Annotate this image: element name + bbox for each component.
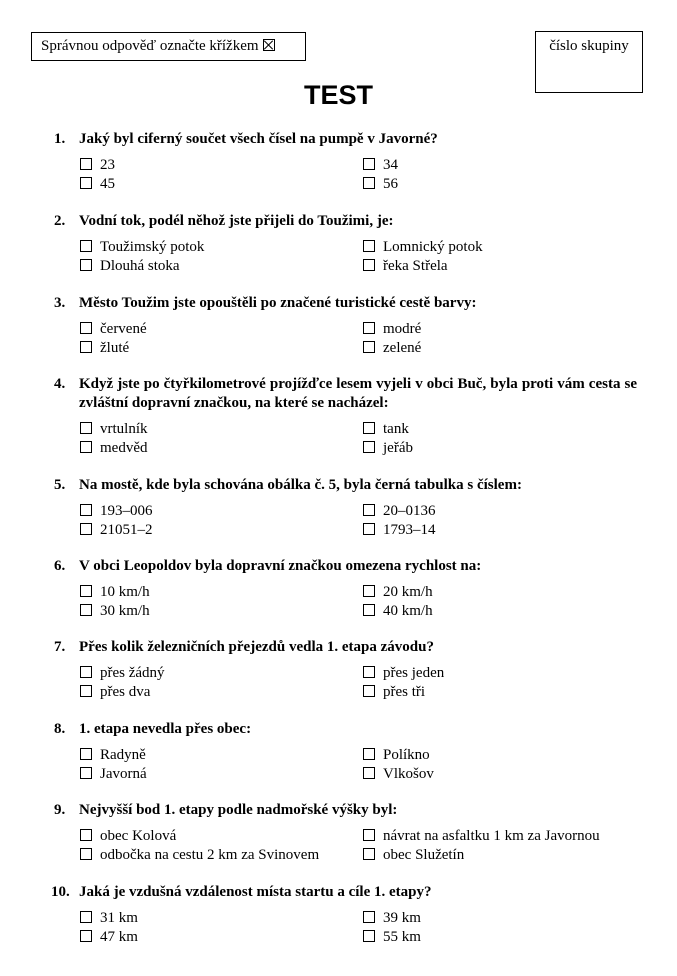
question-text: Přes kolik železničních přejezdů vedla 1. etapa závodu? (79, 639, 434, 655)
answer-label: 21051–2 (100, 522, 153, 538)
checkbox-icon[interactable] (80, 523, 92, 535)
answer-label: Radyně (100, 747, 146, 763)
answer-label: tank (383, 421, 409, 437)
checkbox-icon[interactable] (363, 240, 375, 252)
answer-option[interactable] (363, 257, 448, 276)
checkbox-icon[interactable] (80, 585, 92, 597)
answer-label: červené (100, 321, 147, 337)
answer-label: přes žádný (100, 665, 165, 681)
question-number: 2. (54, 213, 66, 229)
checkbox-icon[interactable] (363, 341, 375, 353)
checkbox-icon[interactable] (363, 911, 375, 923)
checkbox-icon[interactable] (363, 748, 375, 760)
answer-label: 47 km (100, 929, 138, 945)
answer-option[interactable] (80, 238, 204, 257)
answer-label: vrtulník (100, 421, 148, 437)
answer-option[interactable] (363, 827, 600, 846)
answer-option[interactable] (80, 257, 180, 276)
question-number: 9. (54, 802, 66, 818)
checkbox-icon[interactable] (80, 504, 92, 516)
answer-option[interactable] (80, 846, 319, 865)
answer-option[interactable] (363, 521, 436, 540)
answer-label: medvěd (100, 440, 148, 456)
checked-box-icon (263, 39, 275, 51)
answer-option[interactable] (363, 664, 444, 683)
answer-label: přes jeden (383, 665, 445, 681)
answer-option[interactable] (80, 928, 138, 947)
checkbox-icon[interactable] (80, 604, 92, 616)
answer-label: 39 km (383, 910, 421, 926)
answer-label: modré (383, 321, 422, 337)
checkbox-icon[interactable] (363, 259, 375, 271)
answer-option[interactable] (363, 156, 398, 175)
question-text: Město Toužim jste opouštěli po značené turistické cestě barvy: (79, 295, 477, 311)
checkbox-icon[interactable] (363, 930, 375, 942)
answer-label: 56 (383, 176, 398, 192)
answer-label: návrat na asfaltku 1 km za Javornou (383, 828, 600, 844)
answer-label: jeřáb (383, 440, 413, 456)
answer-label: Lomnický potok (383, 239, 483, 255)
checkbox-icon[interactable] (80, 259, 92, 271)
answer-option[interactable] (80, 746, 146, 765)
checkbox-icon[interactable] (363, 604, 375, 616)
answer-option[interactable] (80, 175, 115, 194)
question-number: 4. (54, 376, 66, 392)
answer-label: 40 km/h (383, 603, 433, 619)
answer-label: 1793–14 (383, 522, 436, 538)
answer-option[interactable] (80, 583, 150, 602)
answer-option[interactable] (363, 439, 413, 458)
question-text: Nejvyšší bod 1. etapy podle nadmořské výšky byl: (79, 802, 398, 818)
answer-option[interactable] (80, 602, 150, 621)
answer-option[interactable] (363, 746, 430, 765)
checkbox-icon[interactable] (363, 848, 375, 860)
answer-option[interactable] (363, 420, 409, 439)
question-text: Jaký byl ciferný součet všech čísel na pumpě v Javorné? (79, 131, 438, 147)
answer-label: řeka Střela (383, 258, 448, 274)
checkbox-icon[interactable] (363, 585, 375, 597)
answer-label: 30 km/h (100, 603, 150, 619)
answer-option[interactable] (80, 521, 153, 540)
answer-option[interactable] (363, 683, 425, 702)
answer-label: 20 km/h (383, 584, 433, 600)
checkbox-icon[interactable] (80, 930, 92, 942)
answer-option[interactable] (363, 502, 436, 521)
checkbox-icon[interactable] (80, 685, 92, 697)
checkbox-icon[interactable] (80, 911, 92, 923)
question-text: Vodní tok, podél něhož jste přijeli do Toužimi, je: (79, 213, 394, 229)
answer-label: Javorná (100, 766, 147, 782)
checkbox-icon[interactable] (363, 322, 375, 334)
answer-option[interactable] (80, 320, 147, 339)
checkbox-icon[interactable] (363, 441, 375, 453)
answer-option[interactable] (80, 439, 147, 458)
checkbox-icon[interactable] (363, 523, 375, 535)
answer-label: 10 km/h (100, 584, 150, 600)
checkbox-icon[interactable] (80, 666, 92, 678)
checkbox-icon[interactable] (80, 767, 92, 779)
answer-option[interactable] (80, 765, 147, 784)
answer-label: přes tři (383, 684, 426, 700)
answer-option[interactable] (363, 238, 483, 257)
answer-option[interactable] (363, 583, 433, 602)
question-text: Na mostě, kde byla schována obálka č. 5, byla černá tabulka s číslem: (79, 477, 522, 493)
answer-option[interactable] (363, 765, 434, 784)
checkbox-icon[interactable] (80, 848, 92, 860)
answer-label: přes dva (100, 684, 151, 700)
checkbox-icon[interactable] (363, 422, 375, 434)
answer-label: žluté (100, 340, 130, 356)
answer-label: Políkno (383, 747, 430, 763)
instruction-box (31, 32, 306, 61)
question-text: V obci Leopoldov byla dopravní značkou omezena rychlost na: (79, 558, 482, 574)
checkbox-icon[interactable] (80, 748, 92, 760)
question-number: 7. (54, 639, 66, 655)
answer-label: 34 (383, 157, 398, 173)
checkbox-icon[interactable] (80, 441, 92, 453)
question-number: 1. (54, 131, 66, 147)
answer-label: Toužimský potok (100, 239, 205, 255)
answer-label: odbočka na cestu 2 km za Svinovem (100, 847, 320, 863)
answer-option[interactable] (363, 846, 464, 865)
checkbox-icon[interactable] (80, 158, 92, 170)
checkbox-icon[interactable] (363, 767, 375, 779)
answer-label: 45 (100, 176, 115, 192)
answer-option[interactable] (363, 320, 421, 339)
question-number: 6. (54, 558, 66, 574)
checkbox-icon[interactable] (80, 341, 92, 353)
answer-label: 193–006 (100, 503, 153, 519)
question-text: 1. etapa nevedla přes obec: (79, 721, 252, 737)
question-number: 5. (54, 477, 66, 493)
checkbox-icon[interactable] (80, 829, 92, 841)
answer-option[interactable] (363, 339, 421, 358)
group-number-label: číslo skupiny (549, 38, 629, 54)
checkbox-icon[interactable] (363, 177, 375, 189)
answer-option[interactable] (80, 909, 138, 928)
question-number: 8. (54, 721, 66, 737)
question-number: 10. (51, 884, 70, 900)
instruction-text: Správnou odpověď označte křížkem (41, 38, 259, 54)
answer-option[interactable] (80, 683, 150, 702)
answer-option[interactable] (80, 420, 148, 439)
answer-label: Dlouhá stoka (100, 258, 180, 274)
checkbox-icon[interactable] (80, 240, 92, 252)
question-text: Když jste po čtyřkilometrové projížďce lesem vyjeli v obci Buč, byla proti vám cesta se zvláštní dopravní značkou, na které se nacházel: (79, 376, 637, 411)
answer-option[interactable] (80, 502, 153, 521)
answer-option[interactable] (363, 928, 421, 947)
answer-option[interactable] (363, 602, 433, 621)
checkbox-icon[interactable] (80, 322, 92, 334)
answer-label: 23 (100, 157, 115, 173)
question-number: 3. (54, 295, 66, 311)
checkbox-icon[interactable] (80, 177, 92, 189)
answer-label: 31 km (100, 910, 138, 926)
answer-label: zelené (383, 340, 422, 356)
answer-option[interactable] (80, 339, 129, 358)
checkbox-icon[interactable] (363, 158, 375, 170)
answer-label: obec Kolová (100, 828, 177, 844)
checkbox-icon[interactable] (363, 685, 375, 697)
answer-label: 55 km (383, 929, 421, 945)
answer-label: obec Služetín (383, 847, 465, 863)
checkbox-icon[interactable] (363, 829, 375, 841)
question-text: Jaká je vzdušná vzdálenost místa startu a cíle 1. etapy? (79, 884, 432, 900)
answer-label: 20–0136 (383, 503, 436, 519)
answer-option[interactable] (80, 156, 115, 175)
checkbox-icon[interactable] (80, 422, 92, 434)
answer-option[interactable] (363, 909, 421, 928)
checkbox-icon[interactable] (363, 504, 375, 516)
answer-option[interactable] (80, 664, 165, 683)
checkbox-icon[interactable] (363, 666, 375, 678)
answer-option[interactable] (363, 175, 398, 194)
page-title: TEST (303, 80, 373, 110)
answer-label: Vlkošov (383, 766, 434, 782)
answer-option[interactable] (80, 827, 176, 846)
